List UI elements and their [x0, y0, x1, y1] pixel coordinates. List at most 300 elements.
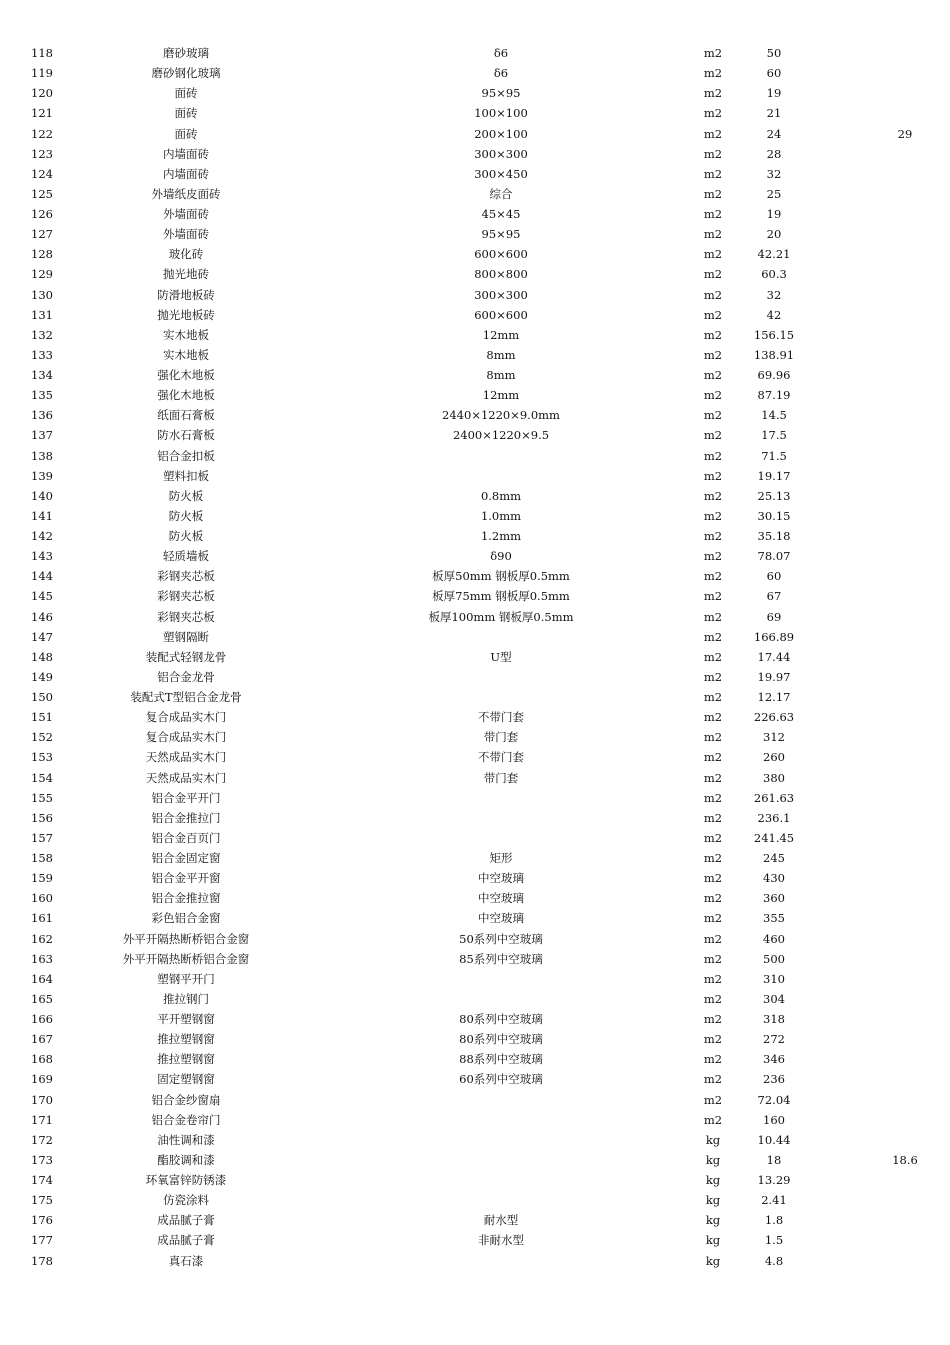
material-name: 抛光地板砖 — [157, 307, 215, 322]
specification: δ6 — [493, 66, 509, 81]
material-name: 面砖 — [174, 86, 198, 101]
unit-price: 60 — [766, 66, 782, 81]
specification: 1.0mm — [480, 508, 522, 523]
unit: m2 — [703, 1032, 723, 1047]
material-name: 彩色铝合金窗 — [151, 911, 221, 926]
material-name: 抛光地砖 — [163, 267, 209, 282]
material-name: 装配式T型铝合金龙骨 — [130, 690, 242, 704]
specification: δ6 — [493, 46, 509, 60]
material-name: 铝合金推拉窗 — [151, 891, 221, 906]
unit-price: 430 — [763, 871, 785, 886]
table-row — [0, 888, 950, 908]
unit-price: 50 — [766, 46, 782, 60]
material-name: 推拉塑钢窗 — [157, 1052, 215, 1067]
unit: m2 — [703, 287, 723, 302]
material-name: 铝合金卷帘门 — [151, 1112, 221, 1127]
unit-price: 236 — [763, 1072, 785, 1087]
material-name: 铝合金平开门 — [151, 790, 221, 805]
unit: m2 — [703, 327, 723, 342]
unit-price: 260 — [763, 750, 785, 765]
specification: 8mm — [486, 347, 516, 362]
unit-price: 25 — [766, 186, 782, 201]
specification: 板厚75mm 钢板厚0.5mm — [432, 589, 570, 604]
material-name: 塑钢隔断 — [163, 629, 209, 644]
unit-price: 60 — [766, 569, 782, 584]
unit-price: 19 — [766, 207, 782, 221]
item-number: 165 — [31, 991, 53, 1006]
item-number: 175 — [31, 1193, 53, 1208]
unit: kg — [705, 1132, 721, 1147]
specification: 800×800 — [474, 267, 528, 282]
unit-price: 312 — [763, 730, 785, 745]
item-number: 127 — [31, 227, 53, 242]
item-number: 140 — [31, 488, 53, 503]
unit: m2 — [703, 911, 723, 926]
item-number: 121 — [31, 106, 53, 121]
table-row — [0, 707, 950, 727]
unit: m2 — [703, 830, 723, 845]
unit-price: 272 — [763, 1032, 785, 1047]
item-number: 152 — [31, 730, 53, 745]
item-number: 171 — [31, 1112, 53, 1127]
unit-price: 245 — [763, 851, 785, 865]
item-number: 122 — [31, 126, 53, 141]
item-number: 162 — [31, 931, 53, 946]
unit: m2 — [703, 408, 723, 423]
unit: m2 — [703, 166, 723, 181]
unit-price: 32 — [766, 287, 782, 302]
table-row — [0, 184, 950, 204]
specification: 2400×1220×9.5 — [452, 428, 550, 443]
item-number: 128 — [31, 247, 53, 262]
material-name: 防火板 — [168, 508, 204, 523]
material-name: 外平开隔热断桥铝合金窗 — [122, 951, 250, 966]
unit: m2 — [703, 730, 723, 745]
item-number: 143 — [31, 549, 53, 564]
unit-price: 24 — [766, 126, 782, 141]
unit-price: 166.89 — [753, 629, 795, 644]
material-name: 天然成品实木门 — [145, 770, 227, 785]
specification: 88系列中空玻璃 — [459, 1052, 543, 1067]
material-name: 防火板 — [168, 529, 204, 543]
unit-price: 1.8 — [764, 1213, 784, 1228]
specification: 200×100 — [474, 126, 528, 141]
unit-price: 1.5 — [764, 1233, 784, 1248]
item-number: 142 — [31, 529, 53, 543]
material-name: 内墙面砖 — [163, 146, 209, 161]
material-name: 固定塑钢窗 — [157, 1072, 215, 1087]
table-row — [0, 425, 950, 445]
material-name: 外墙纸皮面砖 — [151, 186, 221, 201]
item-number: 154 — [31, 770, 53, 785]
unit-price: 346 — [763, 1052, 785, 1067]
unit: m2 — [703, 186, 723, 201]
specification: 不带门套 — [478, 750, 524, 765]
unit-price: 28 — [766, 146, 782, 161]
table-row — [0, 1170, 950, 1190]
unit-price: 60.3 — [761, 267, 787, 282]
material-name: 铝合金固定窗 — [151, 851, 221, 865]
unit-price: 17.5 — [761, 428, 787, 443]
table-row — [0, 828, 950, 848]
item-number: 125 — [31, 186, 53, 201]
material-name: 彩钢夹芯板 — [157, 589, 215, 604]
item-number: 124 — [31, 166, 53, 181]
specification: 中空玻璃 — [478, 891, 524, 906]
material-name: 成品腻子膏 — [157, 1233, 215, 1248]
material-name: 铝合金百页门 — [151, 830, 221, 845]
unit-price: 30.15 — [757, 508, 791, 523]
material-name: 纸面石膏板 — [157, 408, 215, 423]
table-row — [0, 124, 950, 144]
item-number: 163 — [31, 951, 53, 966]
material-name: 强化木地板 — [157, 388, 215, 403]
specification: 12mm — [482, 327, 520, 342]
unit: m2 — [703, 368, 723, 382]
material-name: 面砖 — [174, 106, 198, 121]
unit: m2 — [703, 971, 723, 986]
unit-price: 32 — [766, 166, 782, 181]
unit-price: 19.97 — [757, 669, 791, 684]
table-row — [0, 1090, 950, 1110]
unit-price: 13.29 — [757, 1173, 791, 1187]
table-row — [0, 244, 950, 264]
table-row — [0, 808, 950, 828]
item-number: 166 — [31, 1012, 53, 1026]
specification: δ90 — [490, 549, 512, 564]
unit-price: 236.1 — [757, 810, 791, 825]
unit: m2 — [703, 247, 723, 262]
item-number: 133 — [31, 347, 53, 362]
item-number: 132 — [31, 327, 53, 342]
specification: 100×100 — [474, 106, 528, 121]
unit: m2 — [703, 629, 723, 644]
unit: m2 — [703, 86, 723, 101]
unit: m2 — [703, 549, 723, 564]
material-name: 强化木地板 — [157, 368, 215, 382]
unit: m2 — [703, 690, 723, 704]
table-row — [0, 144, 950, 164]
unit-price: 25.13 — [757, 488, 791, 503]
unit-price: 14.5 — [761, 408, 787, 423]
table-row — [0, 768, 950, 788]
item-number: 123 — [31, 146, 53, 161]
item-number: 137 — [31, 428, 53, 443]
item-number: 170 — [31, 1092, 53, 1107]
specification: 非耐水型 — [478, 1233, 524, 1248]
extra-price: 18.6 — [892, 1152, 918, 1167]
unit: m2 — [703, 468, 723, 483]
table-row — [0, 405, 950, 425]
table-row — [0, 607, 950, 627]
table-row — [0, 285, 950, 305]
item-number: 148 — [31, 649, 53, 664]
unit: m2 — [703, 508, 723, 523]
unit: kg — [705, 1173, 721, 1187]
unit: m2 — [703, 669, 723, 684]
item-number: 129 — [31, 267, 53, 282]
item-number: 134 — [31, 368, 53, 382]
unit: m2 — [703, 448, 723, 463]
item-number: 119 — [31, 66, 53, 81]
unit: m2 — [703, 347, 723, 362]
item-number: 160 — [31, 891, 53, 906]
item-number: 159 — [31, 871, 53, 886]
unit: m2 — [703, 710, 723, 725]
material-name: 天然成品实木门 — [145, 750, 227, 765]
unit: m2 — [703, 1012, 723, 1026]
item-number: 149 — [31, 669, 53, 684]
unit-price: 69 — [766, 609, 782, 624]
specification: 带门套 — [483, 730, 519, 745]
specification: 300×450 — [474, 166, 528, 181]
unit: m2 — [703, 891, 723, 906]
material-name: 轻质墙板 — [163, 549, 209, 564]
item-number: 177 — [31, 1233, 53, 1248]
material-name: 油性调和漆 — [157, 1132, 215, 1147]
item-number: 164 — [31, 971, 53, 986]
item-number: 136 — [31, 408, 53, 423]
material-name: 防水石膏板 — [157, 428, 215, 443]
table-row — [0, 264, 950, 284]
item-number: 131 — [31, 307, 53, 322]
specification: 95×95 — [481, 86, 521, 101]
specification: 带门套 — [483, 770, 519, 785]
material-name: 外墙面砖 — [163, 227, 209, 242]
specification: U型 — [490, 649, 512, 664]
item-number: 157 — [31, 830, 53, 845]
item-number: 168 — [31, 1052, 53, 1067]
item-number: 176 — [31, 1213, 53, 1228]
specification: 85系列中空玻璃 — [459, 951, 543, 966]
table-row — [0, 586, 950, 606]
table-row — [0, 466, 950, 486]
material-name: 平开塑钢窗 — [157, 1012, 215, 1026]
unit-price: 19.17 — [757, 468, 791, 483]
material-name: 真石漆 — [168, 1253, 204, 1268]
unit-price: 241.45 — [753, 830, 795, 845]
item-number: 141 — [31, 508, 53, 523]
item-number: 147 — [31, 629, 53, 644]
item-number: 120 — [31, 86, 53, 101]
material-name: 实木地板 — [163, 347, 209, 362]
unit-price: 138.91 — [753, 347, 795, 362]
unit-price: 71.5 — [761, 448, 787, 463]
unit-price: 2.41 — [761, 1193, 787, 1208]
unit: m2 — [703, 307, 723, 322]
table-row — [0, 747, 950, 767]
item-number: 173 — [31, 1152, 53, 1167]
unit-price: 72.04 — [757, 1092, 791, 1107]
material-name: 复合成品实木门 — [145, 730, 227, 745]
specification: 45×45 — [481, 207, 521, 221]
item-number: 144 — [31, 569, 53, 584]
unit-price: 42.21 — [757, 247, 791, 262]
unit-price: 69.96 — [757, 368, 791, 382]
price-table — [0, 43, 950, 1271]
unit-price: 310 — [763, 971, 785, 986]
table-row — [0, 63, 950, 83]
item-number: 169 — [31, 1072, 53, 1087]
table-row — [0, 1230, 950, 1250]
unit: m2 — [703, 1072, 723, 1087]
unit: m2 — [703, 46, 723, 60]
material-name: 外墙面砖 — [163, 207, 209, 221]
unit-price: 12.17 — [757, 690, 791, 704]
table-row — [0, 224, 950, 244]
unit-price: 21 — [766, 106, 782, 121]
material-name: 玻化砖 — [168, 247, 204, 262]
unit-price: 355 — [763, 911, 785, 926]
material-name: 彩钢夹芯板 — [157, 609, 215, 624]
table-row — [0, 446, 950, 466]
table-row — [0, 1110, 950, 1130]
unit-price: 19 — [766, 86, 782, 101]
unit: m2 — [703, 1092, 723, 1107]
unit: m2 — [703, 851, 723, 865]
specification: 80系列中空玻璃 — [459, 1012, 543, 1026]
table-row — [0, 83, 950, 103]
material-name: 磨砂玻璃 — [163, 46, 209, 60]
unit: m2 — [703, 428, 723, 443]
material-name: 铝合金推拉门 — [151, 810, 221, 825]
table-row — [0, 929, 950, 949]
specification: 0.8mm — [480, 488, 522, 503]
table-row — [0, 546, 950, 566]
material-name: 铝合金扣板 — [157, 448, 215, 463]
unit: m2 — [703, 207, 723, 221]
unit: m2 — [703, 388, 723, 403]
material-name: 推拉塑钢窗 — [157, 1032, 215, 1047]
unit: m2 — [703, 569, 723, 584]
unit-price: 4.8 — [764, 1253, 784, 1268]
material-name: 外平开隔热断桥铝合金窗 — [122, 931, 250, 946]
material-name: 仿瓷涂料 — [163, 1193, 209, 1208]
material-name: 成品腻子膏 — [157, 1213, 215, 1228]
unit-price: 380 — [763, 770, 785, 785]
specification: 300×300 — [474, 287, 528, 302]
material-name: 内墙面砖 — [163, 166, 209, 181]
unit: m2 — [703, 488, 723, 503]
specification: 综合 — [489, 186, 513, 201]
item-number: 153 — [31, 750, 53, 765]
specification: 95×95 — [481, 227, 521, 242]
material-name: 面砖 — [174, 126, 198, 141]
table-row — [0, 969, 950, 989]
unit: kg — [705, 1233, 721, 1248]
unit: kg — [705, 1193, 721, 1208]
table-row — [0, 164, 950, 184]
specification: 矩形 — [489, 851, 513, 865]
unit: m2 — [703, 1052, 723, 1067]
material-name: 铝合金平开窗 — [151, 871, 221, 886]
unit: m2 — [703, 790, 723, 805]
material-name: 塑料扣板 — [163, 468, 209, 483]
specification: 8mm — [486, 368, 516, 382]
material-name: 铝合金纱窗扇 — [151, 1092, 221, 1107]
table-row — [0, 727, 950, 747]
table-row — [0, 848, 950, 868]
extra-price: 29 — [897, 126, 913, 141]
item-number: 178 — [31, 1253, 53, 1268]
item-number: 172 — [31, 1132, 53, 1147]
unit: m2 — [703, 750, 723, 765]
unit: m2 — [703, 66, 723, 81]
unit: kg — [705, 1213, 721, 1228]
unit-price: 87.19 — [757, 388, 791, 403]
material-name: 环氧富锌防锈漆 — [145, 1173, 227, 1187]
specification: 2440×1220×9.0mm — [442, 408, 560, 423]
unit: m2 — [703, 649, 723, 664]
unit: m2 — [703, 770, 723, 785]
unit-price: 360 — [763, 891, 785, 906]
table-row — [0, 566, 950, 586]
unit-price: 18 — [766, 1152, 782, 1167]
table-row — [0, 1029, 950, 1049]
unit-price: 67 — [766, 589, 782, 604]
table-row — [0, 345, 950, 365]
specification: 板厚100mm 钢板厚0.5mm — [428, 609, 574, 624]
unit: m2 — [703, 589, 723, 604]
item-number: 167 — [31, 1032, 53, 1047]
unit: m2 — [703, 871, 723, 886]
unit: m2 — [703, 810, 723, 825]
unit-price: 156.15 — [753, 327, 795, 342]
unit-price: 500 — [763, 951, 785, 966]
table-row — [0, 325, 950, 345]
unit: m2 — [703, 267, 723, 282]
table-row — [0, 788, 950, 808]
unit: m2 — [703, 609, 723, 624]
item-number: 156 — [31, 810, 53, 825]
table-row — [0, 687, 950, 707]
item-number: 126 — [31, 207, 53, 221]
unit: m2 — [703, 126, 723, 141]
unit-price: 226.63 — [753, 710, 795, 725]
unit: kg — [705, 1253, 721, 1268]
item-number: 118 — [31, 46, 53, 60]
specification: 60系列中空玻璃 — [459, 1072, 543, 1087]
table-row — [0, 385, 950, 405]
unit-price: 261.63 — [753, 790, 795, 805]
material-name: 实木地板 — [163, 327, 209, 342]
table-row — [0, 647, 950, 667]
item-number: 174 — [31, 1173, 53, 1187]
table-row — [0, 1150, 950, 1170]
material-name: 复合成品实木门 — [145, 710, 227, 725]
table-row — [0, 365, 950, 385]
unit-price: 42 — [766, 307, 782, 322]
table-row — [0, 868, 950, 888]
item-number: 135 — [31, 388, 53, 403]
material-name: 防火板 — [168, 488, 204, 503]
table-row — [0, 1130, 950, 1150]
table-row — [0, 667, 950, 687]
table-row — [0, 627, 950, 647]
material-name: 推拉钢门 — [163, 991, 209, 1006]
unit: m2 — [703, 106, 723, 121]
item-number: 146 — [31, 609, 53, 624]
unit: m2 — [703, 146, 723, 161]
table-row — [0, 908, 950, 928]
table-row — [0, 506, 950, 526]
specification: 中空玻璃 — [478, 911, 524, 926]
unit-price: 318 — [763, 1012, 785, 1026]
specification: 600×600 — [474, 307, 528, 322]
item-number: 158 — [31, 851, 53, 865]
unit: m2 — [703, 227, 723, 242]
unit: kg — [705, 1152, 721, 1167]
